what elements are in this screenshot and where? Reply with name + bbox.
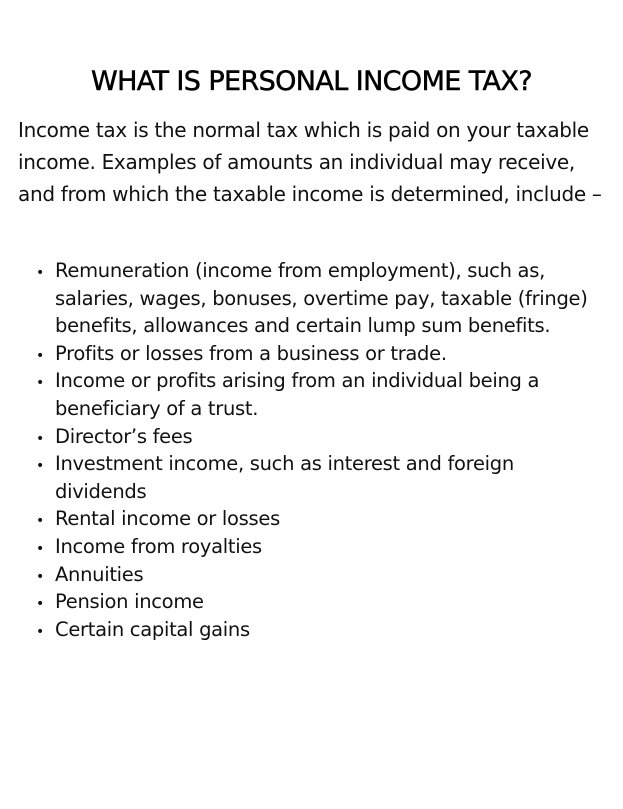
list-item-text: Director’s fees xyxy=(55,424,193,448)
list-item xyxy=(0,340,600,368)
list-item-text: Investment income, such as interest and foreign dividends xyxy=(55,452,514,503)
list-item xyxy=(0,367,600,422)
list-item xyxy=(0,588,600,616)
list-item xyxy=(0,423,600,451)
list-item xyxy=(0,450,600,505)
list-item-text: Certain capital gains xyxy=(55,617,250,641)
list-item-text: Remuneration (income from employment), such as, salaries, wages, bonuses, overtime pay, taxable (fringe) benefits, allowances and certain lump sum benefits. xyxy=(55,259,588,338)
intro-paragraph: Income tax is the normal tax which is paid on your taxable income. Examples of amounts an individual may receive, and from which the taxable income is determined, include – xyxy=(18,118,602,206)
bullet-icon: • xyxy=(36,623,44,640)
list-item xyxy=(0,257,600,340)
list-item-text: Income from royalties xyxy=(55,534,262,558)
bullet-icon: • xyxy=(36,265,44,281)
bullet-icon: • xyxy=(36,458,44,475)
list-item xyxy=(0,505,600,533)
bullet-icon: • xyxy=(36,375,44,392)
bullet-icon: • xyxy=(36,540,44,557)
list-item-text: Annuities xyxy=(55,562,144,586)
list-item-text: Pension income xyxy=(55,590,204,614)
bullet-icon: • xyxy=(36,347,44,364)
list-item-text: Rental income or losses xyxy=(55,507,280,531)
list-item-text: Income or profits arising from an individual being a beneficiary of a trust. xyxy=(55,369,540,420)
bullet-list xyxy=(0,257,600,643)
bullet-icon: • xyxy=(36,430,44,447)
list-item-text: Profits or losses from a business or trade. xyxy=(55,341,447,365)
bullet-icon: • xyxy=(36,568,44,585)
list-item xyxy=(0,533,600,561)
list-item xyxy=(0,616,600,644)
list-item xyxy=(0,561,600,589)
bullet-icon: • xyxy=(36,513,44,530)
page-title: WHAT IS PERSONAL INCOME TAX? xyxy=(90,66,532,97)
bullet-icon: • xyxy=(36,596,44,613)
